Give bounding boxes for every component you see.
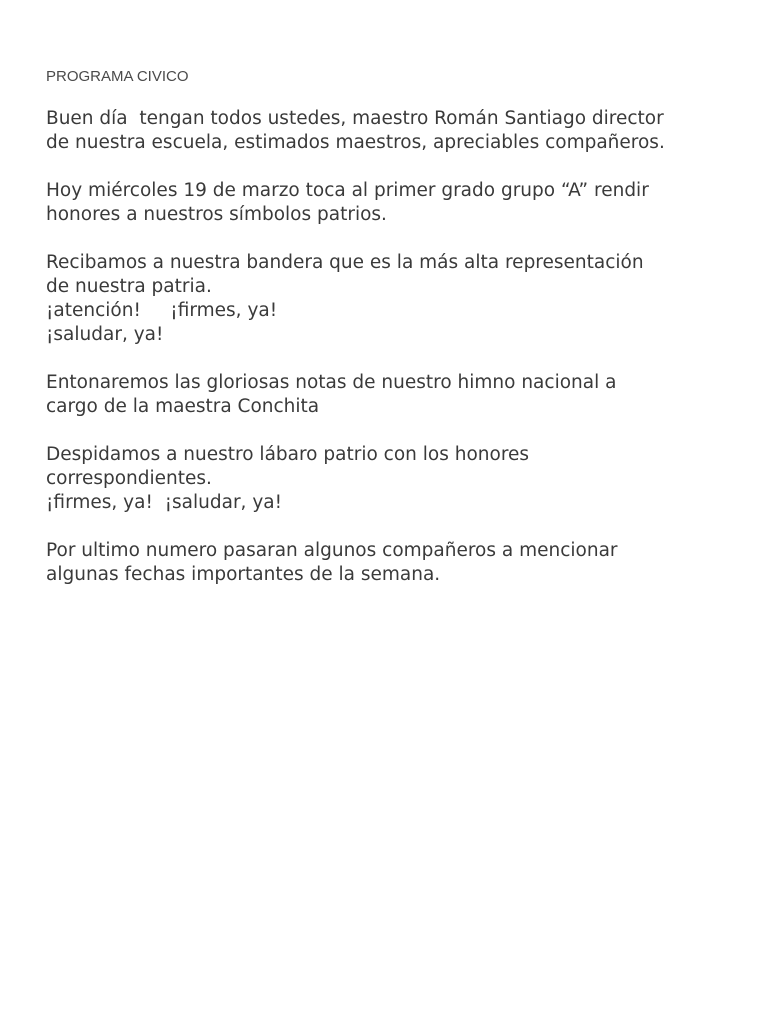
text-line: Hoy miércoles 19 de marzo toca al primer grado grupo “A” rendir [46,180,649,201]
paragraph-flag-farewell [46,443,736,515]
text-line: de nuestra escuela, estimados maestros, apreciables compañeros. [46,132,665,153]
paragraph-date [46,179,736,227]
text-line: de nuestra patria. [46,276,212,297]
command-line: ¡saludar, ya! [46,324,164,345]
paragraph-anthem [46,371,736,419]
text-line: Despidamos a nuestro lábaro patrio con los honores [46,444,530,465]
text-line: algunas fechas importantes de la semana. [46,564,441,585]
command-line: ¡firmes, ya! ¡saludar, ya! [46,492,283,513]
command-line: ¡atención! ¡firmes, ya! [46,300,278,321]
text-line: cargo de la maestra Conchita [46,396,320,417]
document-body [46,107,736,611]
paragraph-closing [46,539,736,587]
document-title: PROGRAMA CIVICO [46,68,189,85]
text-line: Por ultimo numero pasaran algunos compañeros a mencionar [46,540,618,561]
text-line: Buen día tengan todos ustedes, maestro Román Santiago director [46,108,664,129]
text-line: Recibamos a nuestra bandera que es la más alta representación [46,252,644,273]
paragraph-greeting [46,107,736,155]
paragraph-flag-reception [46,251,736,347]
text-line: correspondientes. [46,468,212,489]
text-line: honores a nuestros símbolos patrios. [46,204,387,225]
text-line: Entonaremos las gloriosas notas de nuestro himno nacional a [46,372,617,393]
